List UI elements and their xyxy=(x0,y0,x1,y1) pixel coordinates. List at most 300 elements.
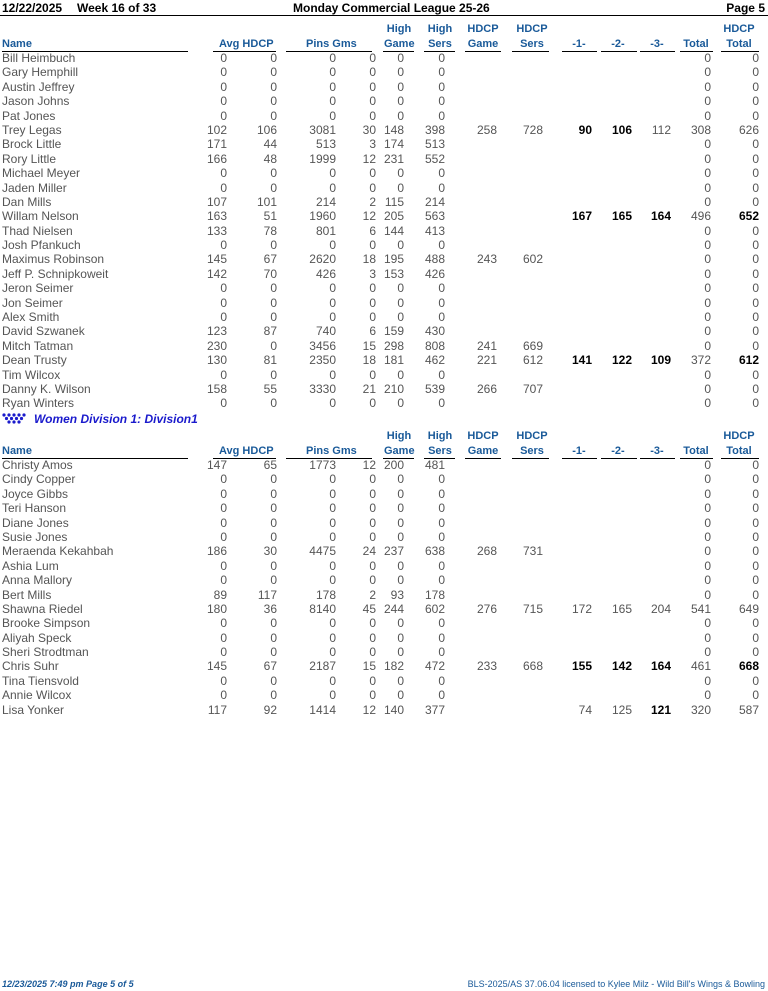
cell-gms: 0 xyxy=(369,616,376,631)
cell-hdg: 266 xyxy=(476,381,497,396)
cell-hdcp: 0 xyxy=(270,501,277,516)
cell-hg: 174 xyxy=(383,137,404,152)
men-header-avg-hdcp: Avg HDCP xyxy=(219,38,274,50)
cell-hg: 0 xyxy=(397,51,404,65)
cell-tot: 0 xyxy=(704,180,711,195)
cell-hdcp: 65 xyxy=(263,458,277,472)
cell-ht: 0 xyxy=(752,396,759,411)
cell-gms: 0 xyxy=(369,501,376,516)
cell-hs: 472 xyxy=(424,659,445,674)
cell-hdcp: 0 xyxy=(270,310,277,325)
cell-hs: 0 xyxy=(438,166,445,181)
bowler-row xyxy=(0,267,768,281)
cell-tot: 372 xyxy=(690,353,711,368)
men-standings-table xyxy=(0,51,768,411)
cell-ht: 0 xyxy=(752,688,759,703)
cell-hdcp: 0 xyxy=(270,472,277,487)
cell-tot: 0 xyxy=(704,223,711,238)
cell-hds: 602 xyxy=(522,252,543,267)
bowler-row xyxy=(0,195,768,209)
cell-hg: 0 xyxy=(397,486,404,501)
cell-hg: 0 xyxy=(397,79,404,94)
cell-name: Thad Nielsen xyxy=(2,223,73,238)
cell-ht: 0 xyxy=(752,645,759,660)
women-header-hdcp-total-1: HDCP xyxy=(723,430,755,442)
cell-avg: 0 xyxy=(220,108,227,123)
bowler-row xyxy=(0,224,768,238)
cell-hdcp: 51 xyxy=(263,209,277,224)
cell-pins: 0 xyxy=(329,295,336,310)
cell-hs: 0 xyxy=(438,51,445,65)
cell-hdcp: 106 xyxy=(256,122,277,137)
cell-hs: 0 xyxy=(438,472,445,487)
cell-hs: 430 xyxy=(424,324,445,339)
cell-tot: 461 xyxy=(690,659,711,674)
cell-hs: 398 xyxy=(424,122,445,137)
cell-name: Diane Jones xyxy=(2,515,69,530)
cell-ht: 0 xyxy=(752,194,759,209)
cell-g2: 165 xyxy=(611,601,632,616)
cell-tot: 0 xyxy=(704,338,711,353)
cell-ht: 0 xyxy=(752,544,759,559)
cell-name: Joyce Gibbs xyxy=(2,486,69,501)
women-header-hdcp-sers-2: Sers xyxy=(520,445,544,457)
cell-gms: 0 xyxy=(369,108,376,123)
cell-hg: 0 xyxy=(397,295,404,310)
cell-g1: 90 xyxy=(578,122,592,137)
cell-gms: 0 xyxy=(369,166,376,181)
cell-gms: 15 xyxy=(362,338,376,353)
cell-gms: 18 xyxy=(362,353,376,368)
cell-ht: 0 xyxy=(752,338,759,353)
cell-hdcp: 0 xyxy=(270,529,277,544)
cell-tot: 0 xyxy=(704,295,711,310)
bowler-row xyxy=(0,659,768,673)
cell-tot: 0 xyxy=(704,587,711,602)
cell-gms: 0 xyxy=(369,281,376,296)
cell-avg: 147 xyxy=(206,458,227,472)
cell-hdcp: 0 xyxy=(270,558,277,573)
cell-pins: 1999 xyxy=(309,151,336,166)
cell-avg: 0 xyxy=(220,486,227,501)
cell-hdcp: 92 xyxy=(263,702,277,717)
cell-g3: 112 xyxy=(651,122,671,137)
cell-hs: 0 xyxy=(438,295,445,310)
cell-avg: 0 xyxy=(220,180,227,195)
cell-tot: 0 xyxy=(704,137,711,152)
cell-tot: 0 xyxy=(704,396,711,411)
cell-hdcp: 0 xyxy=(270,166,277,181)
women-header-g1: -1- xyxy=(572,445,586,457)
bowler-row xyxy=(0,209,768,223)
cell-hds: 707 xyxy=(522,381,543,396)
cell-g2: 122 xyxy=(611,353,632,368)
cell-pins: 0 xyxy=(329,616,336,631)
cell-ht: 0 xyxy=(752,573,759,588)
cell-pins: 0 xyxy=(329,310,336,325)
cell-name: Cindy Copper xyxy=(2,472,76,487)
cell-g2: 106 xyxy=(611,122,632,137)
cell-gms: 0 xyxy=(369,573,376,588)
cell-hdcp: 81 xyxy=(263,353,277,368)
cell-hg: 0 xyxy=(397,108,404,123)
cell-pins: 0 xyxy=(329,558,336,573)
cell-hs: 488 xyxy=(424,252,445,267)
cell-hdcp: 0 xyxy=(270,630,277,645)
cell-g1: 155 xyxy=(571,659,592,674)
cell-tot: 0 xyxy=(704,573,711,588)
men-header-hdcp-sers-1: HDCP xyxy=(516,23,548,35)
cell-name: Mitch Tatman xyxy=(2,338,74,353)
bowler-row xyxy=(0,396,768,410)
cell-avg: 230 xyxy=(206,338,227,353)
cell-name: Ryan Winters xyxy=(2,396,75,411)
cell-tot: 0 xyxy=(704,544,711,559)
cell-gms: 0 xyxy=(369,630,376,645)
cell-pins: 2187 xyxy=(309,659,336,674)
cell-hds: 728 xyxy=(522,122,543,137)
cell-hg: 0 xyxy=(397,645,404,660)
cell-tot: 0 xyxy=(704,472,711,487)
cell-hs: 563 xyxy=(424,209,445,224)
bowler-row xyxy=(0,339,768,353)
men-header-hdcp-game-1: HDCP xyxy=(467,23,499,35)
cell-hg: 200 xyxy=(383,458,404,472)
bowler-row xyxy=(0,51,768,65)
cell-ht: 0 xyxy=(752,295,759,310)
cell-hg: 0 xyxy=(397,472,404,487)
cell-hdcp: 30 xyxy=(263,544,277,559)
cell-tot: 0 xyxy=(704,166,711,181)
women-header-name: Name xyxy=(2,445,32,457)
cell-avg: 102 xyxy=(206,122,227,137)
cell-gms: 0 xyxy=(369,310,376,325)
cell-pins: 3081 xyxy=(309,122,336,137)
cell-hdcp: 0 xyxy=(270,281,277,296)
cell-hs: 0 xyxy=(438,616,445,631)
cell-pins: 0 xyxy=(329,65,336,80)
cell-hs: 0 xyxy=(438,65,445,80)
cell-avg: 133 xyxy=(206,223,227,238)
cell-avg: 0 xyxy=(220,673,227,688)
cell-avg: 142 xyxy=(206,266,227,281)
cell-hs: 0 xyxy=(438,558,445,573)
cell-ht: 668 xyxy=(738,659,759,674)
cell-hdcp: 0 xyxy=(270,515,277,530)
women-header-avg-hdcp: Avg HDCP xyxy=(219,445,274,457)
cell-hg: 140 xyxy=(383,702,404,717)
cell-name: Jeron Seimer xyxy=(2,281,74,296)
report-league-title: Monday Commercial League 25-26 xyxy=(293,1,490,15)
cell-pins: 513 xyxy=(315,137,336,152)
cell-hs: 0 xyxy=(438,94,445,109)
cell-hs: 426 xyxy=(424,266,445,281)
cell-gms: 3 xyxy=(369,266,376,281)
cell-ht: 0 xyxy=(752,151,759,166)
cell-tot: 308 xyxy=(690,122,711,137)
cell-tot: 0 xyxy=(704,94,711,109)
bowler-row xyxy=(0,616,768,630)
cell-pins: 0 xyxy=(329,180,336,195)
cell-hg: 0 xyxy=(397,688,404,703)
cell-name: Danny K. Wilson xyxy=(2,381,91,396)
bowler-row xyxy=(0,281,768,295)
cell-hdcp: 0 xyxy=(270,65,277,80)
cell-ht: 0 xyxy=(752,310,759,325)
cell-gms: 12 xyxy=(362,209,376,224)
cell-ht: 0 xyxy=(752,166,759,181)
cell-tot: 0 xyxy=(704,194,711,209)
cell-avg: 186 xyxy=(206,544,227,559)
bowler-row xyxy=(0,137,768,151)
cell-ht: 0 xyxy=(752,673,759,688)
cell-avg: 130 xyxy=(206,353,227,368)
women-header-hdcp-sers-1: HDCP xyxy=(516,430,548,442)
cell-hg: 0 xyxy=(397,558,404,573)
cell-tot: 0 xyxy=(704,108,711,123)
cell-hdcp: 0 xyxy=(270,367,277,382)
cell-name: Ashia Lum xyxy=(2,558,59,573)
cell-gms: 0 xyxy=(369,486,376,501)
cell-gms: 12 xyxy=(362,458,376,472)
cell-ht: 0 xyxy=(752,587,759,602)
cell-hs: 0 xyxy=(438,310,445,325)
bowler-row xyxy=(0,674,768,688)
cell-pins: 740 xyxy=(315,324,336,339)
cell-pins: 0 xyxy=(329,51,336,65)
cell-hs: 214 xyxy=(424,194,445,209)
cell-hs: 481 xyxy=(424,458,445,472)
cell-avg: 163 xyxy=(206,209,227,224)
women-division-heading xyxy=(0,411,768,427)
cell-gms: 0 xyxy=(369,673,376,688)
cell-name: Austin Jeffrey xyxy=(2,79,75,94)
cell-pins: 0 xyxy=(329,396,336,411)
cell-hg: 159 xyxy=(383,324,404,339)
cell-hs: 0 xyxy=(438,645,445,660)
cell-hg: 231 xyxy=(383,151,404,166)
cell-gms: 2 xyxy=(369,587,376,602)
cell-hs: 0 xyxy=(438,529,445,544)
cell-gms: 12 xyxy=(362,702,376,717)
cell-name: Jeff P. Schnipkoweit xyxy=(2,266,109,281)
cell-avg: 171 xyxy=(206,137,227,152)
cell-tot: 0 xyxy=(704,515,711,530)
men-column-header xyxy=(0,22,768,52)
cell-hg: 93 xyxy=(390,587,404,602)
cell-gms: 0 xyxy=(369,94,376,109)
cell-hdcp: 0 xyxy=(270,486,277,501)
cell-avg: 0 xyxy=(220,94,227,109)
men-header-hdcp-game-2: Game xyxy=(467,38,499,50)
bowler-row xyxy=(0,602,768,616)
cell-hs: 0 xyxy=(438,367,445,382)
cell-hds: 731 xyxy=(522,544,543,559)
cell-hg: 244 xyxy=(383,601,404,616)
cell-hg: 0 xyxy=(397,238,404,253)
cell-avg: 0 xyxy=(220,367,227,382)
cell-tot: 0 xyxy=(704,558,711,573)
cell-avg: 0 xyxy=(220,558,227,573)
women-header-high-game-1: High xyxy=(386,430,412,442)
cell-hg: 0 xyxy=(397,673,404,688)
women-header-high-sers-2: Sers xyxy=(428,445,452,457)
cell-avg: 0 xyxy=(220,166,227,181)
cell-tot: 0 xyxy=(704,645,711,660)
cell-tot: 0 xyxy=(704,486,711,501)
bowler-row xyxy=(0,166,768,180)
cell-hg: 181 xyxy=(383,353,404,368)
cell-hdcp: 78 xyxy=(263,223,277,238)
bowler-row xyxy=(0,487,768,501)
footer-timestamp: 12/23/2025 7:49 pm Page 5 of 5 xyxy=(2,979,134,989)
cell-hdcp: 36 xyxy=(263,601,277,616)
cell-avg: 145 xyxy=(206,252,227,267)
bowler-row xyxy=(0,588,768,602)
cell-pins: 0 xyxy=(329,486,336,501)
cell-name: Michael Meyer xyxy=(2,166,81,181)
cell-ht: 0 xyxy=(752,515,759,530)
cell-hg: 298 xyxy=(383,338,404,353)
cell-gms: 0 xyxy=(369,515,376,530)
men-header-high-game-1: High xyxy=(386,23,412,35)
cell-name: Teri Hanson xyxy=(2,501,67,516)
cell-ht: 0 xyxy=(752,94,759,109)
cell-hs: 552 xyxy=(424,151,445,166)
cell-pins: 0 xyxy=(329,630,336,645)
cell-hg: 148 xyxy=(383,122,404,137)
cell-tot: 0 xyxy=(704,266,711,281)
cell-hdcp: 0 xyxy=(270,673,277,688)
cell-gms: 45 xyxy=(362,601,376,616)
bowler-row xyxy=(0,516,768,530)
cell-avg: 0 xyxy=(220,472,227,487)
bowler-row xyxy=(0,703,768,717)
cell-tot: 0 xyxy=(704,324,711,339)
cell-hg: 195 xyxy=(383,252,404,267)
cell-g1: 167 xyxy=(571,209,592,224)
women-column-header xyxy=(0,429,768,459)
cell-hg: 0 xyxy=(397,515,404,530)
cell-avg: 0 xyxy=(220,688,227,703)
cell-pins: 0 xyxy=(329,688,336,703)
cell-hs: 0 xyxy=(438,573,445,588)
bowler-row xyxy=(0,688,768,702)
cell-hdcp: 0 xyxy=(270,573,277,588)
cell-hdcp: 0 xyxy=(270,238,277,253)
cell-pins: 2350 xyxy=(309,353,336,368)
cell-pins: 3456 xyxy=(309,338,336,353)
cell-gms: 18 xyxy=(362,252,376,267)
cell-hs: 0 xyxy=(438,515,445,530)
cell-name: Sheri Strodtman xyxy=(2,645,89,660)
women-header-hdcp-total-2: Total xyxy=(726,445,752,457)
cell-name: Josh Pfankuch xyxy=(2,238,81,253)
cell-name: Dean Trusty xyxy=(2,353,67,368)
cell-hs: 602 xyxy=(424,601,445,616)
cell-hg: 0 xyxy=(397,529,404,544)
cell-hg: 115 xyxy=(384,194,404,209)
women-division-title: Women Division 1: Division1 xyxy=(34,412,198,426)
cell-hg: 0 xyxy=(397,573,404,588)
cell-name: Aliyah Speck xyxy=(2,630,72,645)
cell-tot: 541 xyxy=(690,601,711,616)
cell-g3: 204 xyxy=(650,601,671,616)
cell-ht: 0 xyxy=(752,558,759,573)
report-week: Week 16 of 33 xyxy=(77,1,157,15)
cell-hg: 237 xyxy=(383,544,404,559)
cell-name: Jason Johns xyxy=(2,94,70,109)
cell-name: Bert Mills xyxy=(2,587,52,602)
cell-hdcp: 67 xyxy=(263,252,277,267)
bowler-row xyxy=(0,80,768,94)
cell-pins: 0 xyxy=(329,573,336,588)
cell-tot: 0 xyxy=(704,281,711,296)
bowler-row xyxy=(0,238,768,252)
bowler-row xyxy=(0,152,768,166)
cell-name: Alex Smith xyxy=(2,310,60,325)
report-date: 12/22/2025 xyxy=(2,1,63,15)
cell-tot: 0 xyxy=(704,252,711,267)
cell-hdg: 221 xyxy=(476,353,497,368)
cell-tot: 0 xyxy=(704,501,711,516)
cell-pins: 0 xyxy=(329,501,336,516)
women-header-pins-gms: Pins Gms xyxy=(306,445,357,457)
cell-tot: 0 xyxy=(704,65,711,80)
cell-name: Susie Jones xyxy=(2,529,68,544)
cell-name: Annie Wilcox xyxy=(2,688,72,703)
cell-hg: 153 xyxy=(383,266,404,281)
cell-name: Shawna Riedel xyxy=(2,601,83,616)
cell-hdg: 258 xyxy=(476,122,497,137)
bowler-row xyxy=(0,94,768,108)
cell-hs: 0 xyxy=(438,630,445,645)
cell-g1: 74 xyxy=(578,702,592,717)
cell-gms: 12 xyxy=(362,151,376,166)
cell-avg: 0 xyxy=(220,515,227,530)
cell-hs: 413 xyxy=(424,223,445,238)
cell-hdg: 241 xyxy=(476,338,497,353)
cell-hdcp: 0 xyxy=(270,79,277,94)
men-header-name: Name xyxy=(2,38,32,50)
men-header-high-game-2: Game xyxy=(384,38,415,50)
cell-avg: 0 xyxy=(220,396,227,411)
cell-hds: 669 xyxy=(522,338,543,353)
cell-hdcp: 0 xyxy=(270,396,277,411)
cell-ht: 0 xyxy=(752,238,759,253)
cell-gms: 0 xyxy=(369,688,376,703)
cell-ht: 587 xyxy=(738,702,759,717)
cell-gms: 3 xyxy=(369,137,376,152)
cell-tot: 0 xyxy=(704,367,711,382)
cell-avg: 117 xyxy=(207,702,227,717)
cell-hs: 377 xyxy=(424,702,445,717)
cell-ht: 0 xyxy=(752,630,759,645)
cell-pins: 0 xyxy=(329,108,336,123)
men-header-hdcp-sers-2: Sers xyxy=(520,38,544,50)
cell-gms: 0 xyxy=(369,529,376,544)
bowler-row xyxy=(0,573,768,587)
bowler-row xyxy=(0,181,768,195)
cell-name: Jaden Miller xyxy=(2,180,67,195)
men-header-g1: -1- xyxy=(572,38,586,50)
cell-g2: 125 xyxy=(611,702,632,717)
footer-license: BLS-2025/AS 37.06.04 licensed to Kylee Milz - Wild Bill's Wings & Bowling xyxy=(467,979,765,989)
cell-ht: 0 xyxy=(752,51,759,65)
cell-hdg: 276 xyxy=(476,601,497,616)
cell-ht: 0 xyxy=(752,616,759,631)
cell-hs: 0 xyxy=(438,501,445,516)
